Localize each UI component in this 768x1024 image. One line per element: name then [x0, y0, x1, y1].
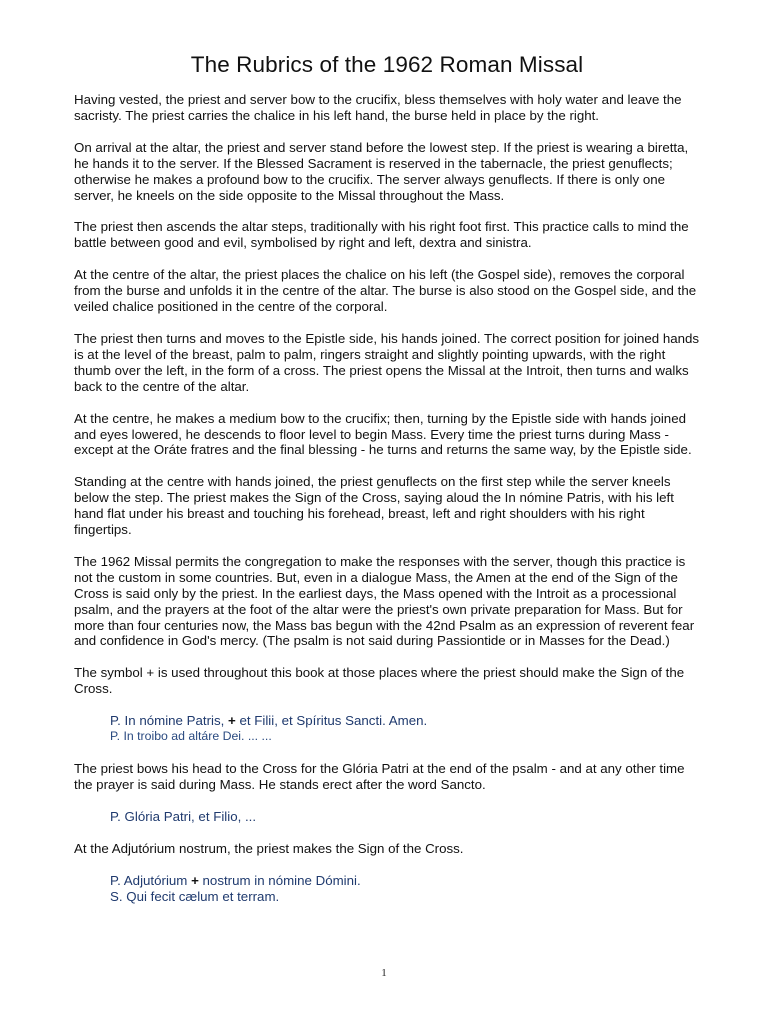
- sign-of-cross-symbol: +: [191, 872, 199, 888]
- paragraph-arrival: On arrival at the altar, the priest and server stand before the lowest step. If the priest is wearing a biretta, he hands it to the server. If the Blessed Sacrament is reserved in the tabernacle, the priest genuflects; otherwise he makes a profound bow to the crucifix. The server always genuflects. If there is only one server, he kneels on the side opposite to the Missal throughout the Mass.: [74, 139, 689, 203]
- sign-of-cross-symbol: +: [228, 713, 236, 729]
- paragraph-medium-bow: At the centre, he makes a medium bow to the crucifix; then, turning by the Epistle side with hands joined and eyes lowered, he descends to floor level to begin Mass. Every time the priest turns during Mass - except at the Oráte fratres and the final blessing - he turns and returns the same way, by the Epistle side.: [74, 410, 692, 458]
- prayer-gloria: [110, 809, 700, 825]
- prayer-text: et Filii, et Spíritus Sancti. Amen.: [235, 713, 428, 729]
- document-title: The Rubrics of the 1962 Roman Missal: [190, 52, 584, 77]
- prayer-line: [110, 873, 700, 889]
- paragraph-vesting: Having vested, the priest and server bow to the crucifix, bless themselves with holy water and leave the sacristy. The priest carries the chalice in his left hand, the burse held in place by the right.: [74, 92, 682, 123]
- paragraph-symbol: The symbol + is used throughout this book at those places where the priest should make the Sign of the Cross.: [74, 665, 685, 697]
- prayer-line: P. In troibo ad altáre Dei. ... ...: [110, 729, 272, 744]
- prayer-text: P. Adjutórium: [110, 872, 192, 888]
- prayer-text: nostrum in nómine Dómini.: [198, 872, 361, 888]
- prayer-line: [110, 713, 700, 729]
- prayer-in-nomine: [110, 713, 700, 745]
- paragraph-adjutorium: At the Adjutórium nostrum, the priest makes the Sign of the Cross.: [74, 840, 464, 856]
- paragraph-ascends: The priest then ascends the altar steps, traditionally with his right foot first. This practice calls to mind the battle between good and evil, symbolised by right and left, dextra and sinistra.: [74, 219, 689, 251]
- prayer-line: S. Qui fecit cælum et terram.: [110, 888, 280, 904]
- prayer-adjutorium: [110, 873, 700, 905]
- prayer-text: P. In nómine Patris,: [110, 713, 229, 729]
- paragraph-sign-of-cross: Standing at the centre with hands joined, the priest genuflects on the first step while the server kneels below the step. The priest makes the Sign of the Cross, saying aloud the In nómine Patris, with his left hand flat under his breast and touching his forehead, breast, left and right shoulders with his right fingertips.: [74, 474, 674, 538]
- paragraph-centre-altar: At the centre of the altar, the priest places the chalice on his left (the Gospel side), removes the corporal from the burse and unfolds it in the centre of the altar. The burse is also stood on the Gospel side, and the veiled chalice positioned in the centre of the corporal.: [74, 267, 697, 315]
- prayer-line: P. Glória Patri, et Filio, ...: [110, 808, 257, 824]
- paragraph-gloria-bow: The priest bows his head to the Cross for the Glória Patri at the end of the psalm - and at any other time the prayer is said during Mass. He stands erect after the word Sancto.: [74, 761, 685, 792]
- page-number: 1: [381, 967, 387, 979]
- paragraph-1962-missal: The 1962 Missal permits the congregation to make the responses with the server, though this practice is not the custom in some countries. But, even in a dialogue Mass, the Amen at the end of the Sign of the Cross is said only by the priest. In the earliest days, the Mass opened with the Introit as a processional psalm, and the prayers at the foot of the altar were the priest's own private preparation for Mass. But for more than four centuries now, the Mass bas begun with the 42nd Psalm as an expression of reverent fear and confidence in God's mercy. (The psalm is not said during Passiontide or in Masses for the Dead.): [74, 553, 695, 649]
- document-page: [74, 52, 700, 920]
- paragraph-epistle-side: The priest then turns and moves to the Epistle side, his hands joined. The correct position for joined hands is at the level of the breast, palm to palm, ringers straight and slightly pointing upwards, with the right thumb over the left, in the form of a cross. The priest opens the Missal at the Introit, then turns and walks back to the centre of the altar.: [74, 330, 700, 394]
